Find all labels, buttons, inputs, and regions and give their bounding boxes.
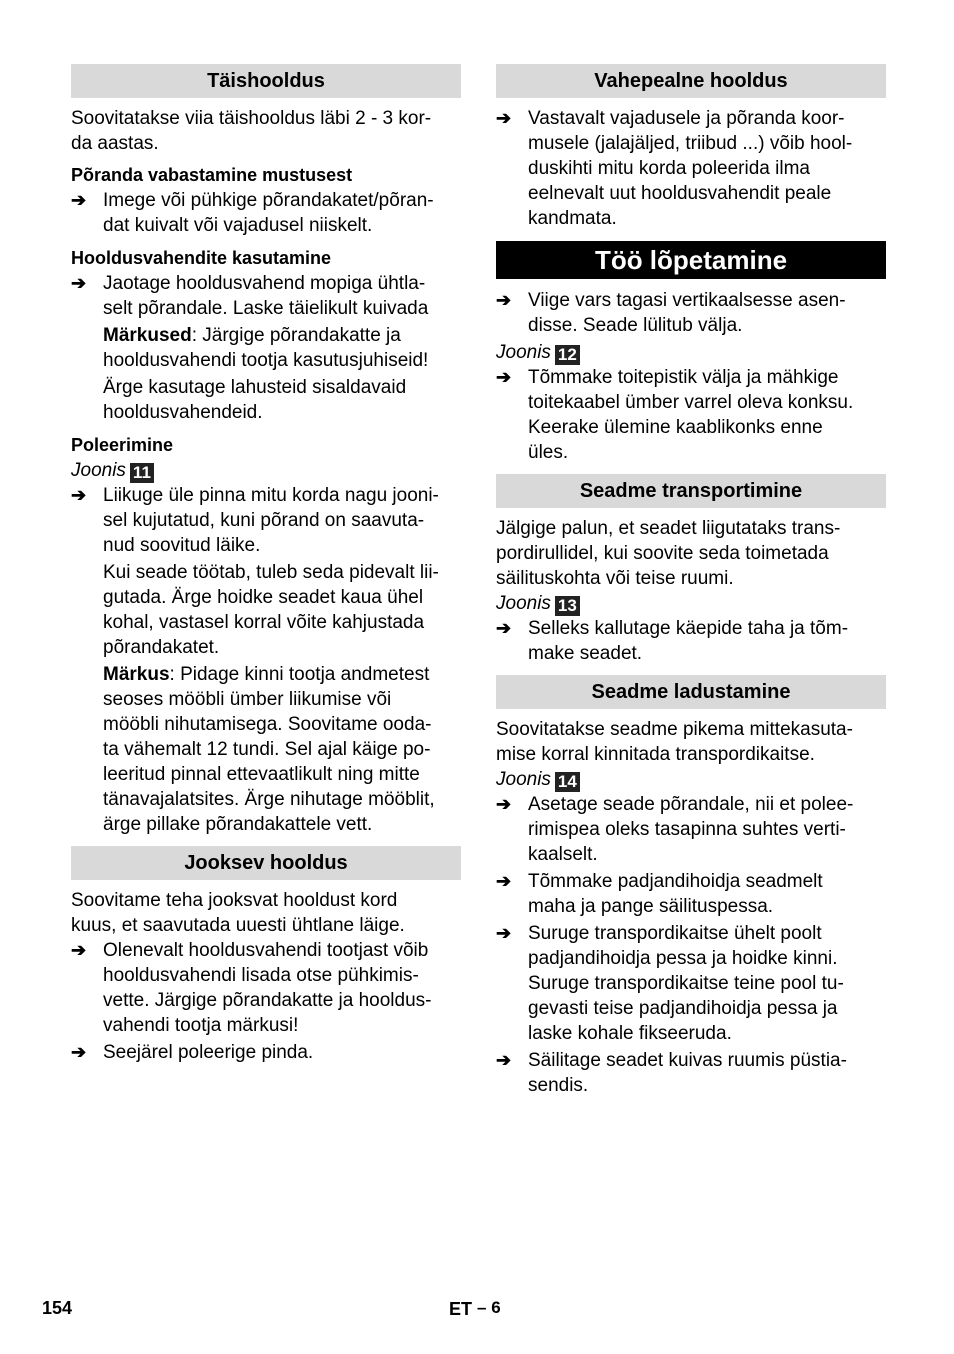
- section-heading-transport: Seadme transportimine: [496, 474, 886, 508]
- section-heading-ladustamine: Seadme ladustamine: [496, 675, 886, 709]
- page-number: 154: [42, 1298, 73, 1318]
- figure-number-badge: 13: [555, 596, 580, 616]
- paragraph: Jälgige palun, et seadet liigutataks trans- pordirullidel, kui soovite seda toimetada säilituskohta või teise ruumi.: [496, 518, 841, 589]
- paragraph: Soovitatakse viia täishooldus läbi 2 - 3 kor- da aastas.: [71, 108, 432, 154]
- figure-reference: Joonis 12: [496, 340, 886, 365]
- subheading: Põranda vabastamine mustusest: [71, 165, 353, 185]
- list-item: ➔ Asetage seade põrandale, nii et polee- rimispea oleks tasapinna suhtes verti- kaalselt.: [496, 794, 854, 865]
- list-item: ➔ Vastavalt vajadusele ja põranda koor- musele (jalajäljed, triibud ...) võib hool- duskihti mitu korda poleerida ilma eelnevalt uut hooldusvahendit peale kandmata.: [496, 108, 853, 229]
- footer-section-label: ET – 6: [449, 1298, 501, 1319]
- right-arrow-icon: ➔: [496, 923, 512, 943]
- right-arrow-icon: ➔: [71, 1042, 87, 1062]
- note: Märkus: Pidage kinni tootja andmetest seoses mööbli ümber liikumise või mööbli nihutamisega. Soovitame ooda- ta vähemalt 12 tundi. Sel ajal käige po- leeritud pinnal ettevaatlikult ning mitte tänavajalatsites. Ärge nihutage mööblit, ärge pillake põrandakattele vett.: [103, 664, 435, 835]
- list-item: ➔ Tõmmake padjandihoidja seadmelt maha ja pange säilituspessa.: [496, 871, 823, 917]
- paragraph: Kui seade töötab, tuleb seda pidevalt lii- gutada. Ärge hoidke seadet kaua ühel kohal, vastasel korral võite kahjustada põrandakatet.: [103, 562, 439, 658]
- figure-reference: Joonis 13: [496, 591, 886, 616]
- list-item: ➔ Tõmmake toitepistik välja ja mähkige toitekaabel ümber varrel oleva konksu. Keerake ülemine kaablikonks enne üles.: [496, 367, 854, 463]
- right-arrow-icon: ➔: [71, 273, 87, 293]
- list-item: ➔ Liikuge üle pinna mitu korda nagu jooni- sel kujutatud, kuni põrand on saavuta- nud soovitud läike.: [71, 485, 439, 556]
- right-arrow-icon: ➔: [496, 1050, 512, 1070]
- right-arrow-icon: ➔: [496, 290, 512, 310]
- note: Märkused: Järgige põrandakatte ja hooldusvahendi tootja kasutusjuhiseid! Ärge kasutage lahusteid sisaldavaid hooldusvahendeid.: [103, 325, 429, 423]
- subheading: Poleerimine: [71, 435, 174, 455]
- right-arrow-icon: ➔: [71, 485, 87, 505]
- figure-reference: Joonis 11: [71, 458, 461, 483]
- list-item: ➔ Seejärel poleerige pinda.: [71, 1042, 314, 1063]
- section-heading-jooksev: Jooksev hooldus: [71, 846, 461, 880]
- chapter-heading-too-lopetamine: Töö lõpetamine: [496, 241, 886, 279]
- right-arrow-icon: ➔: [496, 794, 512, 814]
- paragraph: Soovitatakse seadme pikema mittekasuta- mise korral kinnitada transpordikaitse.: [496, 719, 853, 765]
- right-arrow-icon: ➔: [71, 190, 87, 210]
- figure-number-badge: 12: [555, 345, 580, 365]
- right-arrow-icon: ➔: [71, 940, 87, 960]
- right-arrow-icon: ➔: [496, 108, 512, 128]
- figure-reference: Joonis 14: [496, 767, 886, 792]
- right-arrow-icon: ➔: [496, 618, 512, 638]
- list-item: ➔ Imege või pühkige põrandakatet/põran- dat kuivalt või vajadusel niiskelt.: [71, 190, 434, 236]
- right-arrow-icon: ➔: [496, 871, 512, 891]
- list-item: ➔ Viige vars tagasi vertikaalsesse asen- disse. Seade lülitub välja.: [496, 290, 846, 336]
- list-item: ➔ Suruge transpordikaitse ühelt poolt padjandihoidja pessa ja hoidke kinni. Suruge transpordikaitse teine pool tu- gevasti teise padjandihoidja pessa ja laske kohale fikseeruda.: [496, 923, 844, 1044]
- subheading: Hooldusvahendite kasutamine: [71, 248, 332, 268]
- section-heading-vahepealne: Vahepealne hooldus: [496, 64, 886, 98]
- list-item: ➔ Säilitage seadet kuivas ruumis püstia- sendis.: [496, 1050, 847, 1096]
- list-item: ➔ Jaotage hooldusvahend mopiga ühtla- selt põrandale. Laske täielikult kuivada: [71, 273, 429, 319]
- right-arrow-icon: ➔: [496, 367, 512, 387]
- figure-number-badge: 11: [130, 463, 154, 483]
- section-heading-taishooldus: Täishooldus: [71, 64, 461, 98]
- figure-number-badge: 14: [555, 772, 580, 792]
- list-item: ➔ Selleks kallutage käepide taha ja tõm- make seadet.: [496, 618, 849, 664]
- paragraph: Soovitame teha jooksvat hooldust kord kuus, et saavutada uuesti ühtlane läige.: [71, 890, 405, 936]
- list-item: ➔ Olenevalt hooldusvahendi tootjast võib hooldusvahendi lisada otse pühkimis- vette. Järgige põrandakatte ja hooldus- vahendi tootja märkusi!: [71, 940, 432, 1036]
- left-column: [71, 64, 461, 1065]
- right-column: [496, 64, 886, 1098]
